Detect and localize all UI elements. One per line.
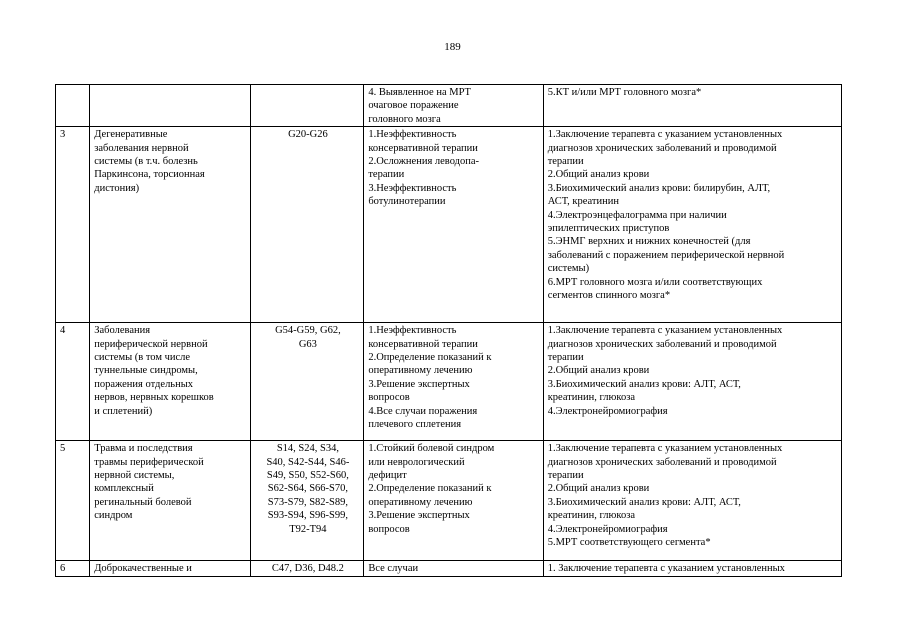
disease-name-line: Травма и последствия <box>94 443 193 455</box>
disease-name-line: Дегенеративные <box>94 129 168 141</box>
icd-codes-cell <box>251 323 364 441</box>
indication-line: 1.Неэффективность <box>368 325 457 337</box>
indication-line: терапии <box>368 169 405 181</box>
examination-line: АСТ, креатинин <box>547 196 619 208</box>
indication-line: очаговое поражение <box>368 100 459 112</box>
disease-name-line: Доброкачественные и <box>94 563 192 575</box>
icd-codes-cell <box>251 127 364 323</box>
examination-line: 1.Заключение терапевта с указанием установленных <box>547 129 783 141</box>
examination-line: 2.Общий анализ крови <box>547 483 650 495</box>
disease-name-line: травмы периферической <box>94 456 204 468</box>
examinations-cell <box>543 441 841 561</box>
examination-line: терапии <box>547 156 584 168</box>
examination-line: терапии <box>547 352 584 364</box>
examinations-cell <box>543 323 841 441</box>
icd-codes-cell <box>251 441 364 561</box>
icd-codes-line: S93-S94, S96-S99, <box>267 510 349 522</box>
indication-line: 2.Определение показаний к <box>368 483 492 495</box>
disease-name-line: Паркинсона, торсионная <box>94 169 205 181</box>
indication-line: 2.Определение показаний к <box>368 352 492 364</box>
examination-line: терапии <box>547 470 584 482</box>
indication-line: дефицит <box>368 470 407 482</box>
indication-line: Все случаи <box>368 563 419 575</box>
examination-line: 6.МРТ головного мозга и/или соответствующих <box>547 276 763 288</box>
indications-cell <box>364 323 543 441</box>
disease-name-line: системы (в том числе <box>94 352 191 364</box>
disease-name-cell <box>90 323 251 441</box>
disease-name-cell <box>90 127 251 323</box>
disease-name-line: регинальный болевой <box>94 496 192 508</box>
table-row <box>56 127 842 323</box>
examination-line: креатинин, глюкоза <box>547 510 636 522</box>
row-number: 6 <box>60 563 66 575</box>
icd-codes-line: C47, D36, D48.2 <box>271 563 344 575</box>
indications-cell <box>364 441 543 561</box>
examination-line: диагнозов хронических заболеваний и проводимой <box>547 142 777 154</box>
disease-name-line: Заболевания <box>94 325 151 337</box>
examination-line: 4.Электронейромиография <box>547 405 668 417</box>
row-number: 5 <box>60 443 66 455</box>
examination-line: 5.КТ и/или МРТ головного мозга* <box>547 87 702 98</box>
examination-line: креатинин, глюкоза <box>547 392 636 404</box>
indications-cell <box>364 561 543 576</box>
indication-line: 2.Осложнения леводопа- <box>368 156 480 168</box>
examination-line: 3.Биохимический анализ крови: билирубин, АЛТ, <box>547 182 771 194</box>
indication-line: 4. Выявленное на МРТ <box>368 87 471 98</box>
indication-line: 3.Неэффективность <box>368 182 457 194</box>
disease-name-line: комплексный <box>94 483 154 495</box>
row-number: 4 <box>60 325 66 337</box>
disease-name-cell <box>90 561 251 576</box>
icd-codes-cell <box>251 85 364 127</box>
icd-codes-line: S14, S24, S34, <box>276 443 339 455</box>
examination-line: 2.Общий анализ крови <box>547 365 650 377</box>
examination-line: 5.ЭНМГ верхних и нижних конечностей (для <box>547 236 751 248</box>
table-row <box>56 441 842 561</box>
examination-line: диагнозов хронических заболеваний и проводимой <box>547 338 777 350</box>
indication-line: 1.Стойкий болевой синдром <box>368 443 495 455</box>
row-number-cell <box>56 561 90 576</box>
disease-name-line: и сплетений) <box>94 405 153 417</box>
icd-codes-line: S49, S50, S52-S60, <box>266 470 349 482</box>
examination-line: 3.Биохимический анализ крови: АЛТ, АСТ, <box>547 496 741 508</box>
disease-name-line: туннельные синдромы, <box>94 365 198 377</box>
disease-name-cell <box>90 441 251 561</box>
examination-line: сегментов спинного мозга* <box>547 290 671 302</box>
row-number-cell <box>56 85 90 127</box>
icd-codes-line: S73-S79, S82-S89, <box>267 496 349 508</box>
disease-name-cell <box>90 85 251 127</box>
examination-line: 1.Заключение терапевта с указанием установленных <box>547 443 783 455</box>
examination-line: 1. Заключение терапевта с указанием установленных <box>547 563 785 575</box>
indication-line: 4.Все случаи поражения <box>368 405 478 417</box>
table-row <box>56 323 842 441</box>
indication-line: или неврологический <box>368 456 465 468</box>
disease-name-line: системы (в т.ч. болезнь <box>94 156 198 168</box>
table-row <box>56 85 842 127</box>
icd-codes-line: T92-T94 <box>289 523 327 535</box>
indication-line: плечевого сплетения <box>368 419 462 431</box>
disease-name-line: дистония) <box>94 182 140 194</box>
indication-line: оперативному лечению <box>368 365 473 377</box>
examination-line: эпилептических приступов <box>547 223 670 235</box>
examination-line: 3.Биохимический анализ крови: АЛТ, АСТ, <box>547 378 741 390</box>
referral-table <box>55 84 842 577</box>
page-number: 189 <box>444 41 461 53</box>
indication-line: 3.Решение экспертных <box>368 378 470 390</box>
examination-line: 1.Заключение терапевта с указанием установленных <box>547 325 783 337</box>
icd-codes-line: S62-S64, S66-S70, <box>267 483 349 495</box>
icd-codes-line: G20-G26 <box>288 129 328 141</box>
row-number: 3 <box>60 129 66 141</box>
examination-line: 5.МРТ соответствующего сегмента* <box>547 537 711 549</box>
disease-name-line: синдром <box>94 510 133 522</box>
indications-cell <box>364 85 543 127</box>
disease-name-line: нервной системы, <box>94 470 175 482</box>
table-row <box>56 561 842 576</box>
examination-line: системы) <box>547 263 590 275</box>
indications-cell <box>364 127 543 323</box>
examinations-cell <box>543 127 841 323</box>
icd-codes-line: G63 <box>298 338 317 350</box>
indication-line: консервативной терапии <box>368 142 478 154</box>
indication-line: головного мозга <box>368 113 441 125</box>
row-number-cell <box>56 127 90 323</box>
icd-codes-line: S40, S42-S44, S46- <box>266 456 350 468</box>
examinations-cell <box>543 85 841 127</box>
icd-codes-cell <box>251 561 364 576</box>
indication-line: 1.Неэффективность <box>368 129 457 141</box>
indication-line: вопросов <box>368 392 410 404</box>
disease-name-line: нервов, нервных корешков <box>94 392 214 404</box>
indication-line: ботулинотерапии <box>368 196 446 208</box>
disease-name-line: периферической нервной <box>94 338 208 350</box>
examination-line: заболеваний с поражением периферической нервной <box>547 249 785 261</box>
indication-line: вопросов <box>368 523 410 535</box>
disease-name-line: заболевания нервной <box>94 142 189 154</box>
examination-line: диагнозов хронических заболеваний и проводимой <box>547 456 777 468</box>
indication-line: 3.Решение экспертных <box>368 510 470 522</box>
row-number-cell <box>56 323 90 441</box>
examination-line: 4.Электроэнцефалограмма при наличии <box>547 209 727 221</box>
indication-line: консервативной терапии <box>368 338 478 350</box>
examinations-cell <box>543 561 841 576</box>
icd-codes-line: G54-G59, G62, <box>275 325 341 337</box>
disease-name-line: поражения отдельных <box>94 378 194 390</box>
row-number-cell <box>56 441 90 561</box>
examination-line: 4.Электронейромиография <box>547 523 668 535</box>
examination-line: 2.Общий анализ крови <box>547 169 650 181</box>
indication-line: оперативному лечению <box>368 496 473 508</box>
